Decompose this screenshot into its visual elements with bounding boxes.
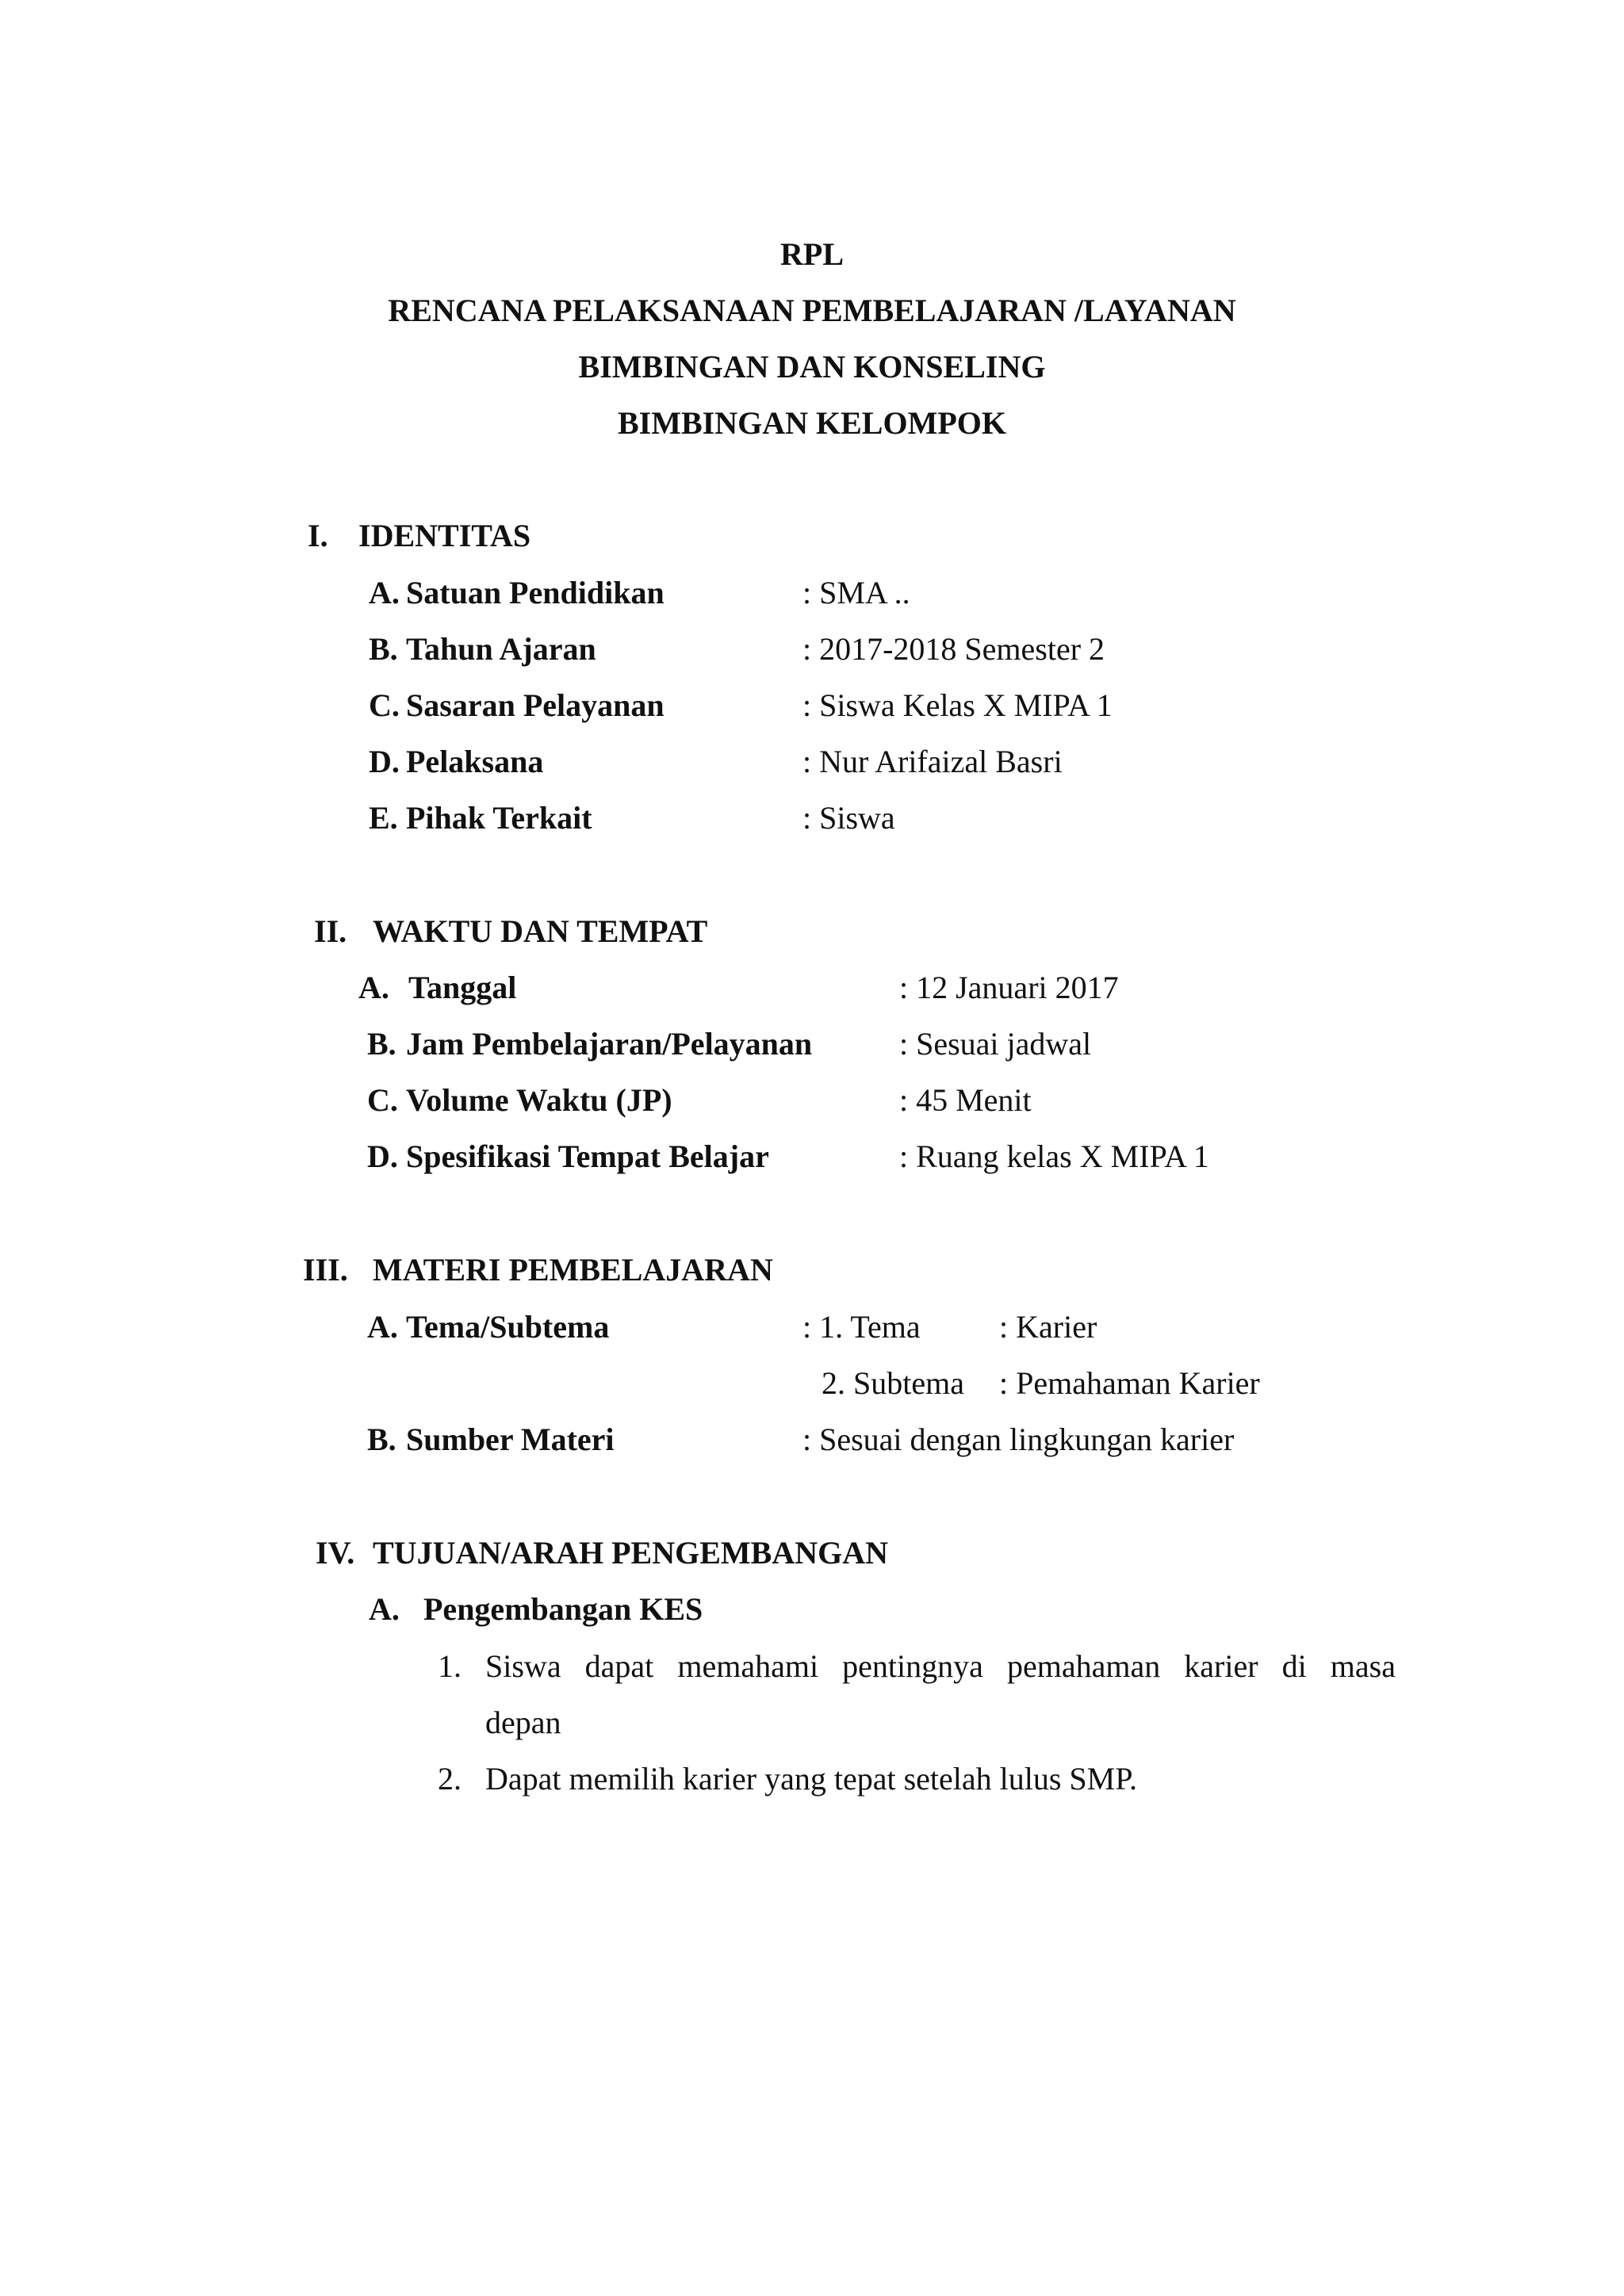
doc-title-rpl: RPL: [780, 236, 844, 272]
materi-b-letter: B.: [367, 1422, 396, 1457]
materi-a-label: Tema/Subtema: [406, 1309, 610, 1345]
doc-title-bimbingan-kelompok: BIMBINGAN KELOMPOK: [617, 405, 1007, 441]
materi-tema-sub-value: : Karier: [999, 1309, 1097, 1345]
materi-subtema-sub-value: : Pemahaman Karier: [999, 1365, 1260, 1401]
waktu-b-letter: B.: [367, 1026, 396, 1062]
identitas-b-letter: B.: [369, 631, 398, 667]
waktu-d-value: : Ruang kelas X MIPA 1: [899, 1138, 1209, 1174]
materi-tema-value: : 1. Tema: [802, 1309, 921, 1345]
identitas-b-value: : 2017-2018 Semester 2: [802, 631, 1105, 667]
section-iv-title: TUJUAN/ARAH PENGEMBANGAN: [373, 1535, 888, 1571]
identitas-d-value: : Nur Arifaizal Basri: [802, 744, 1063, 779]
section-iv-numeral: IV.: [316, 1535, 355, 1571]
waktu-b-label: Jam Pembelajaran/Pelayanan: [406, 1026, 813, 1062]
doc-title-rencana: RENCANA PELAKSANAAN PEMBELAJARAN /LAYANAN: [388, 293, 1236, 328]
waktu-d-letter: D.: [367, 1138, 398, 1174]
identitas-d-label: Pelaksana: [406, 744, 544, 779]
identitas-e-letter: E.: [369, 800, 398, 836]
identitas-a-value: : SMA ..: [802, 575, 910, 610]
identitas-c-value: : Siswa Kelas X MIPA 1: [802, 687, 1113, 723]
tujuan-list-num-1: 1.: [438, 1648, 462, 1684]
identitas-d-letter: D.: [369, 744, 400, 779]
section-i-title: IDENTITAS: [358, 518, 531, 553]
waktu-a-letter: A.: [358, 970, 389, 1005]
identitas-e-value: : Siswa: [802, 800, 895, 836]
tujuan-list-item-1-line1: Siswa dapat memahami pentingnya pemahaman karier di masa: [485, 1648, 1396, 1684]
tujuan-a-letter: A.: [369, 1591, 400, 1627]
section-iii-numeral: III.: [303, 1252, 348, 1288]
doc-title-bimbingan-konseling: BIMBINGAN DAN KONSELING: [578, 349, 1046, 385]
identitas-b-label: Tahun Ajaran: [406, 631, 596, 667]
section-iii-title: MATERI PEMBELAJARAN: [373, 1252, 773, 1288]
materi-subtema-value: 2. Subtema: [822, 1365, 964, 1401]
identitas-e-label: Pihak Terkait: [406, 800, 592, 836]
waktu-c-label: Volume Waktu (JP): [406, 1082, 672, 1118]
section-ii-numeral: II.: [314, 913, 347, 949]
materi-a-letter: A.: [367, 1309, 398, 1345]
section-ii-title: WAKTU DAN TEMPAT: [373, 913, 708, 949]
waktu-b-value: : Sesuai jadwal: [899, 1026, 1092, 1062]
materi-b-label: Sumber Materi: [406, 1422, 615, 1457]
waktu-a-value: : 12 Januari 2017: [899, 970, 1119, 1005]
tujuan-a-label: Pengembangan KES: [423, 1591, 703, 1627]
waktu-c-letter: C.: [367, 1082, 398, 1118]
waktu-d-label: Spesifikasi Tempat Belajar: [406, 1138, 769, 1174]
identitas-a-label: Satuan Pendidikan: [406, 575, 665, 610]
section-i-numeral: I.: [308, 518, 328, 553]
identitas-a-letter: A.: [369, 575, 400, 610]
waktu-c-value: : 45 Menit: [899, 1082, 1032, 1118]
tujuan-list-num-2: 2.: [438, 1761, 462, 1797]
tujuan-list-item-2: Dapat memilih karier yang tepat setelah lulus SMP.: [485, 1761, 1138, 1797]
identitas-c-label: Sasaran Pelayanan: [406, 687, 665, 723]
identitas-c-letter: C.: [369, 687, 400, 723]
waktu-a-label: Tanggal: [408, 970, 517, 1005]
tujuan-list-item-1-line2: depan: [485, 1705, 561, 1740]
materi-b-value: : Sesuai dengan lingkungan karier: [802, 1422, 1235, 1457]
